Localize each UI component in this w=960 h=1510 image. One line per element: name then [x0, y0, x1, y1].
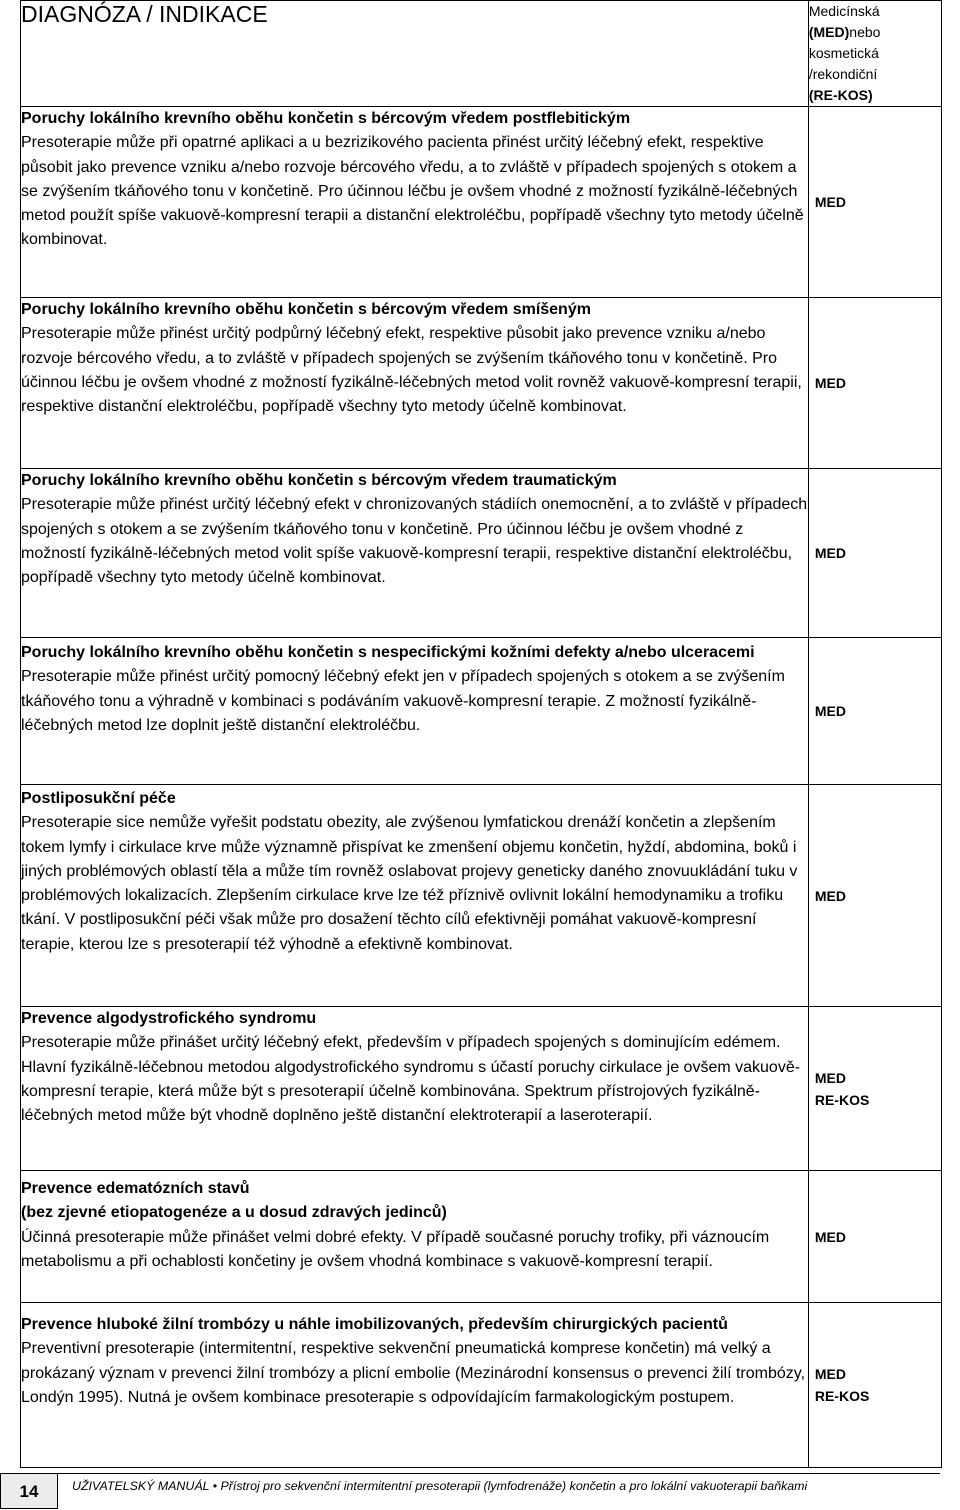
category-value: RE-KOS — [814, 1388, 870, 1404]
category-value: RE-KOS — [814, 1091, 870, 1108]
table-row — [21, 785, 942, 1007]
diagnosis-cell — [21, 1171, 809, 1303]
diagnosis-title: Prevence algodystrofického syndromu — [21, 1010, 317, 1027]
diagnosis-text: Presoterapie může přinést určitý pomocný léčebný efekt jen v případech spojených s otokem a se zvýšením tkáňového tonu a výhradně v kombinaci s podáváním vakuově-kompresní terapie. Z možností fyzikálně-léčebných metod lze doplnit ještě distanční elektroléčbu. — [21, 668, 785, 734]
table-row — [21, 1007, 942, 1171]
category-value: MED — [814, 887, 846, 904]
column-header-diagnosis — [21, 1, 809, 107]
category-cell — [808, 1171, 941, 1303]
category-cell — [808, 469, 941, 638]
category-value: MED — [814, 375, 846, 391]
category-value: MED — [814, 703, 846, 719]
category-cell — [808, 785, 941, 1007]
diagnosis-cell — [21, 107, 809, 298]
diagnosis-subtitle: (bez zjevné etiopatogenéze a u dosud zdravých jedinců) — [21, 1204, 447, 1222]
table-row — [21, 638, 942, 785]
category-value: MED — [814, 1228, 846, 1245]
table-row — [21, 298, 942, 469]
diagnosis-cell — [21, 638, 809, 785]
category-cell — [808, 298, 941, 469]
table-row — [21, 1303, 942, 1468]
diagnosis-title: Poruchy lokálního krevního oběhu končetin s bércovým vředem postflebitickým — [21, 110, 631, 127]
category-cell — [808, 1007, 941, 1171]
diagnosis-text: Presoterapie může přinést určitý léčebný efekt v chronizovaných stádiích onemocnění, a to zvláště v případech spojených s otokem a se zvýšením tkáňového tonu v končetině. Pro účinnou léčbu je ovšem vhodné z možností fyzikálně-léčebných metod volit spíše vakuově-kompresní terapii, respektive distanční elektroléčbu, popřípadě všechny tyto metody účelně kombinovat. — [21, 496, 808, 587]
category-value: MED — [814, 1366, 846, 1382]
table-row — [21, 469, 942, 638]
diagnosis-title: Prevence hluboké žilní trombózy u náhle imobilizovaných, především chirurgických pacientů — [21, 1316, 728, 1333]
category-header-line: Medicínská — [808, 3, 880, 19]
category-header-line: (RE-KOS) — [808, 87, 873, 103]
category-header-line: (MED)nebo — [808, 24, 881, 40]
diagnosis-title: Poruchy lokálního krevního oběhu končetin s bércovým vředem traumatickým — [21, 472, 617, 489]
diagnosis-cell — [21, 298, 809, 469]
diagnosis-text: Presoterapie může přinést určitý podpůrný léčebný efekt, respektive působit jako prevence vzniku a/nebo rozvoje bércového vředu, a to zvláště v případech spojených se zvýšením tkáňového tonu v končetině. Pro účinnou léčbu je ovšem vhodné z možností fyzikálně-léčebných metod volit rovněž vakuově-kompresní terapii, respektive distanční elektroléčbu, popřípadě všechny tyto metody účelně kombinovat. — [21, 325, 802, 416]
diagnosis-cell — [21, 469, 809, 638]
category-header-line: /rekondiční — [808, 66, 878, 82]
diagnosis-text: Účinná presoterapie může přinášet velmi dobré efekty. V případě současné poruchy trofiky, při váznoucím metabolismu a při ochablosti končetiny je ovšem vhodná kombinace s vakuově-kompresní terapií. — [21, 1228, 770, 1270]
footer-divider — [58, 1473, 940, 1474]
table-row — [21, 1171, 942, 1303]
diagnosis-cell — [21, 785, 809, 1007]
diagnosis-cell — [21, 1007, 809, 1171]
page-title: DIAGNÓZA / INDIKACE — [21, 1, 268, 27]
diagnosis-title: Postliposukční péče — [21, 790, 176, 807]
category-value: MED — [814, 545, 846, 561]
diagnosis-title: Poruchy lokálního krevního oběhu končetin s bércovým vředem smíšeným — [21, 301, 591, 318]
category-value: MED — [814, 1069, 846, 1086]
page-footer — [0, 1473, 960, 1509]
category-cell — [808, 638, 941, 785]
category-value: MED — [814, 194, 846, 210]
column-header-category — [808, 1, 941, 107]
diagnosis-text: Presoterapie sice nemůže vyřešit podstatu obezity, ale zvýšenou lymfatickou drenáží končetin a zlepšením tokem lymfy i cirkulace krve může významně přispívat ke zmenšení objemu končetin, hyždí, abdomina, boků i jiných problémových oblastí těla a může tím rovněž oslabovat projevy geneticky daného znovuukládání tuku v problémových lokalizacích. Zlepšením cirkulace krve lze též příznivě ovlivnit lokální hemodynamiku a trofiku tkání. V postliposukční péči však může pro dosažení těchto cílů efektivněji pomáhat vakuově-kompresní terapie, kterou lze s presoterapií též výhodně a efektivně kombinovat. — [21, 814, 798, 953]
diagnosis-title: Prevence edematózních stavů — [21, 1180, 250, 1197]
category-cell — [808, 1303, 941, 1468]
category-cell — [808, 107, 941, 298]
category-header-line: kosmetická — [808, 45, 879, 61]
footer-text: UŽIVATELSKÝ MANUÁL • Přístroj pro sekvenční intermitentní presoterapii (lymfodrenáže) končetin a pro lokální vakuoterapii baňkami — [72, 1479, 808, 1493]
diagnosis-text: Presoterapie může přinášet určitý léčebný efekt, především v případech spojených s dominujícím edémem. Hlavní fyzikálně-léčebnou metodou algodystrofického syndromu s účastí poruchy cirkulace je ovšem vakuově-kompresní terapie, která může být s presoterapií účelně kombinována. Spektrum přístrojových fyzikálně-léčebných metod může být vhodně doplněno ještě distanční elektroterapií a laseroterapií. — [21, 1034, 801, 1125]
diagnosis-title: Poruchy lokálního krevního oběhu končetin s nespecifickými kožními defekty a/nebo ulceracemi — [21, 644, 755, 661]
diagnosis-text: Preventivní presoterapie (intermitentní, respektive sekvenční pneumatická komprese končetin) má velký a prokázaný význam v prevenci žilní trombózy a plicní embolie (Mezinárodní konsensus o prevenci žilí trombózy, Londýn 1995). Nutná je ovšem kombinace presoterapie s odpovídajícím farmakologickým postupem. — [21, 1340, 806, 1406]
table-row — [21, 107, 942, 298]
diagnosis-cell — [21, 1303, 809, 1468]
indications-table — [20, 0, 942, 1468]
page-number: 14 — [0, 1473, 58, 1509]
table-header-row — [21, 1, 942, 107]
diagnosis-text: Presoterapie může při opatrné aplikaci a u bezrizikového pacienta přinést určitý léčebný efekt, respektive působit jako prevence vzniku a/nebo rozvoje bércového vředu, a to zvláště v případech spojených s otokem a se zvýšením tkáňového tonu v končetině. Pro účinnou léčbu je ovšem vhodné z možností fyzikálně-léčebných metod použít spíše vakuově-kompresní terapii a distanční elektroléčbu, popřípadě všechny tyto metody účelně kombinovat. — [21, 134, 804, 249]
